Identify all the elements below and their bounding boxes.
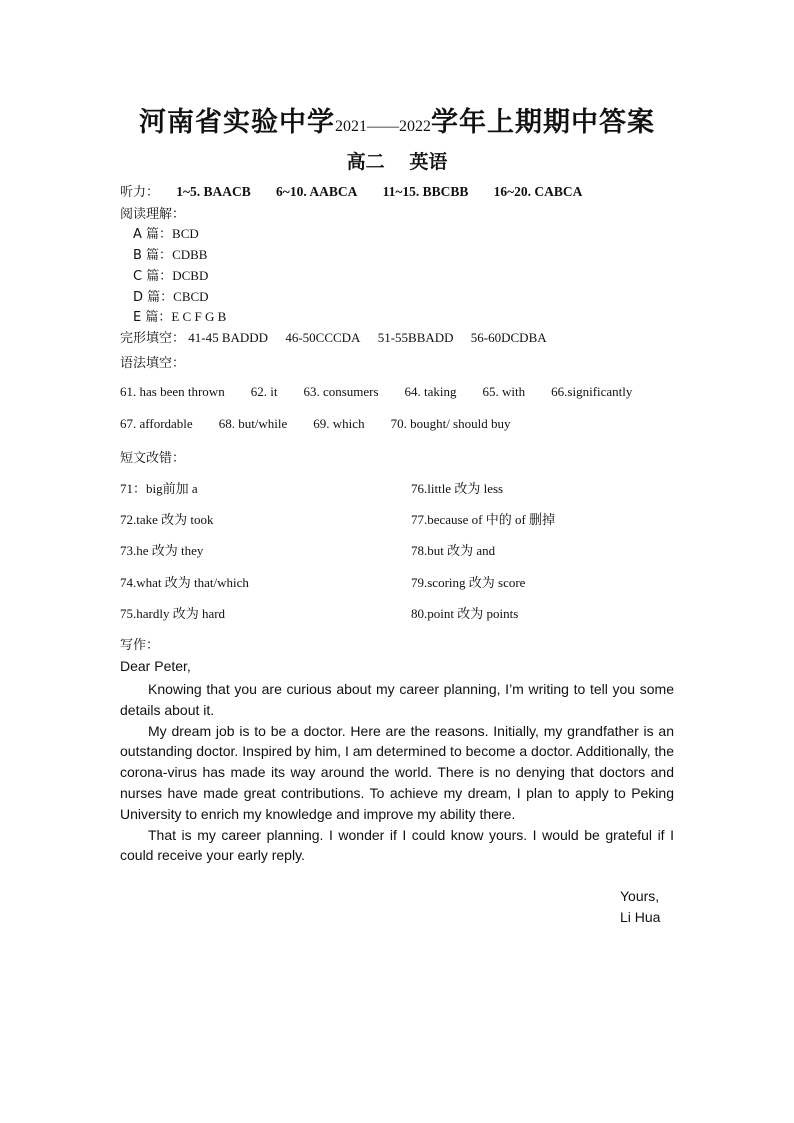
reading-item-label: C 篇： bbox=[133, 269, 173, 284]
reading-item bbox=[133, 223, 199, 242]
grammar-answer: 67. affordable bbox=[120, 416, 193, 431]
page-subtitle bbox=[0, 147, 794, 174]
reading-item bbox=[133, 306, 226, 325]
reading-item-label: D 篇： bbox=[133, 290, 174, 305]
reading-label-text: 阅读理解： bbox=[120, 207, 186, 222]
grammar-answer: 69. which bbox=[313, 416, 365, 431]
grammar-label-text: 语法填空： bbox=[120, 356, 186, 371]
correction-item: 74.what 改为 that/which bbox=[120, 575, 249, 590]
correction-item: 75.hardly 改为 hard bbox=[120, 606, 226, 621]
listening-group: 6~10. AABCA bbox=[276, 184, 358, 199]
reading-item-label: B 篇： bbox=[133, 248, 173, 263]
title-years: 2021——2022 bbox=[335, 118, 431, 135]
grammar-answer: 61. has been thrown bbox=[120, 384, 225, 399]
correction-item: 72.take 改为 took bbox=[120, 512, 214, 527]
subtitle-grade: 高二 bbox=[346, 151, 385, 173]
listening-group: 1~5. BAACB bbox=[176, 184, 251, 199]
writing-label-text: 写作： bbox=[120, 638, 160, 653]
grammar-row bbox=[120, 384, 658, 400]
grammar-answer: 62. it bbox=[250, 384, 278, 399]
reading-item bbox=[133, 265, 208, 284]
letter-body bbox=[120, 679, 674, 866]
grammar-label bbox=[120, 352, 185, 371]
title-school: 河南省实验中学 bbox=[139, 107, 335, 138]
grammar-answer: 63. consumers bbox=[303, 384, 379, 399]
correction-item: 79.scoring 改为 score bbox=[411, 575, 526, 590]
reading-item-answer: CBCD bbox=[173, 289, 209, 304]
cloze-group: 51-55BBADD bbox=[377, 330, 454, 345]
correction-label bbox=[120, 447, 185, 466]
cloze-group: 46-50CCCDA bbox=[285, 330, 361, 345]
grammar-answer: 65. with bbox=[482, 384, 526, 399]
correction-label-text: 短文改错： bbox=[120, 451, 186, 466]
cloze-label: 完形填空： bbox=[120, 331, 186, 346]
listening-group: 11~15. BBCBB bbox=[382, 184, 469, 199]
correction-item: 78.but 改为 and bbox=[411, 543, 496, 558]
grammar-answer: 64. taking bbox=[404, 384, 457, 399]
cloze-group: 41-45 BADDD bbox=[188, 330, 269, 345]
letter-greeting: Dear Peter, bbox=[120, 658, 191, 674]
listening-group: 16~20. CABCA bbox=[493, 184, 583, 199]
letter-paragraph: That is my career planning. I wonder if I could know yours. I would be grateful if I could receive your early reply. bbox=[120, 826, 674, 864]
correction-item: 73.he 改为 they bbox=[120, 543, 204, 558]
listening-label: 听力： bbox=[120, 185, 160, 200]
letter-paragraph: Knowing that you are curious about my career planning, I’m writing to tell you some details about it. bbox=[120, 681, 674, 718]
title-term: 学年上期期中答案 bbox=[431, 107, 655, 138]
reading-label bbox=[120, 203, 185, 222]
letter-signature: Li Hua bbox=[620, 909, 661, 925]
reading-item-label: E 篇： bbox=[133, 310, 172, 325]
page-title bbox=[0, 100, 794, 139]
correction-item: 71：big前加 a bbox=[120, 481, 198, 496]
letter-closing: Yours, bbox=[620, 888, 660, 904]
subtitle-subject: 英语 bbox=[409, 151, 448, 173]
reading-item-answer: DCBD bbox=[172, 268, 209, 283]
reading-item bbox=[133, 286, 209, 305]
grammar-row bbox=[120, 416, 536, 432]
listening-section bbox=[120, 181, 604, 200]
grammar-answer: 68. but/while bbox=[218, 416, 288, 431]
correction-item: 76.little 改为 less bbox=[411, 481, 504, 496]
reading-item-answer: CDBB bbox=[172, 247, 208, 262]
reading-item-answer: BCD bbox=[172, 226, 199, 241]
correction-item: 80.point 改为 points bbox=[411, 606, 519, 621]
grammar-answer: 66.significantly bbox=[551, 384, 633, 399]
reading-item-label: A 篇： bbox=[133, 227, 173, 242]
letter-paragraph: My dream job is to be a doctor. Here are the reasons. Initially, my grandfather is an outstanding doctor. Inspired by him, I am determined to become a doctor. Additionally, the corona-virus has made its way around the world. There is no denying that doctors and nurses have made great contributions. To achieve my dream, I plan to apply to Peking University to enrich my knowledge and improve my ability there. bbox=[120, 722, 674, 822]
correction-item: 77.because of 中的 of 删掉 bbox=[411, 512, 556, 527]
cloze-section bbox=[120, 327, 561, 346]
grammar-answer: 70. bought/ should buy bbox=[390, 416, 511, 431]
cloze-group: 56-60DCDBA bbox=[470, 330, 547, 345]
writing-label bbox=[120, 634, 159, 653]
reading-item bbox=[133, 244, 207, 263]
reading-item-answer: E C F G B bbox=[171, 309, 227, 324]
